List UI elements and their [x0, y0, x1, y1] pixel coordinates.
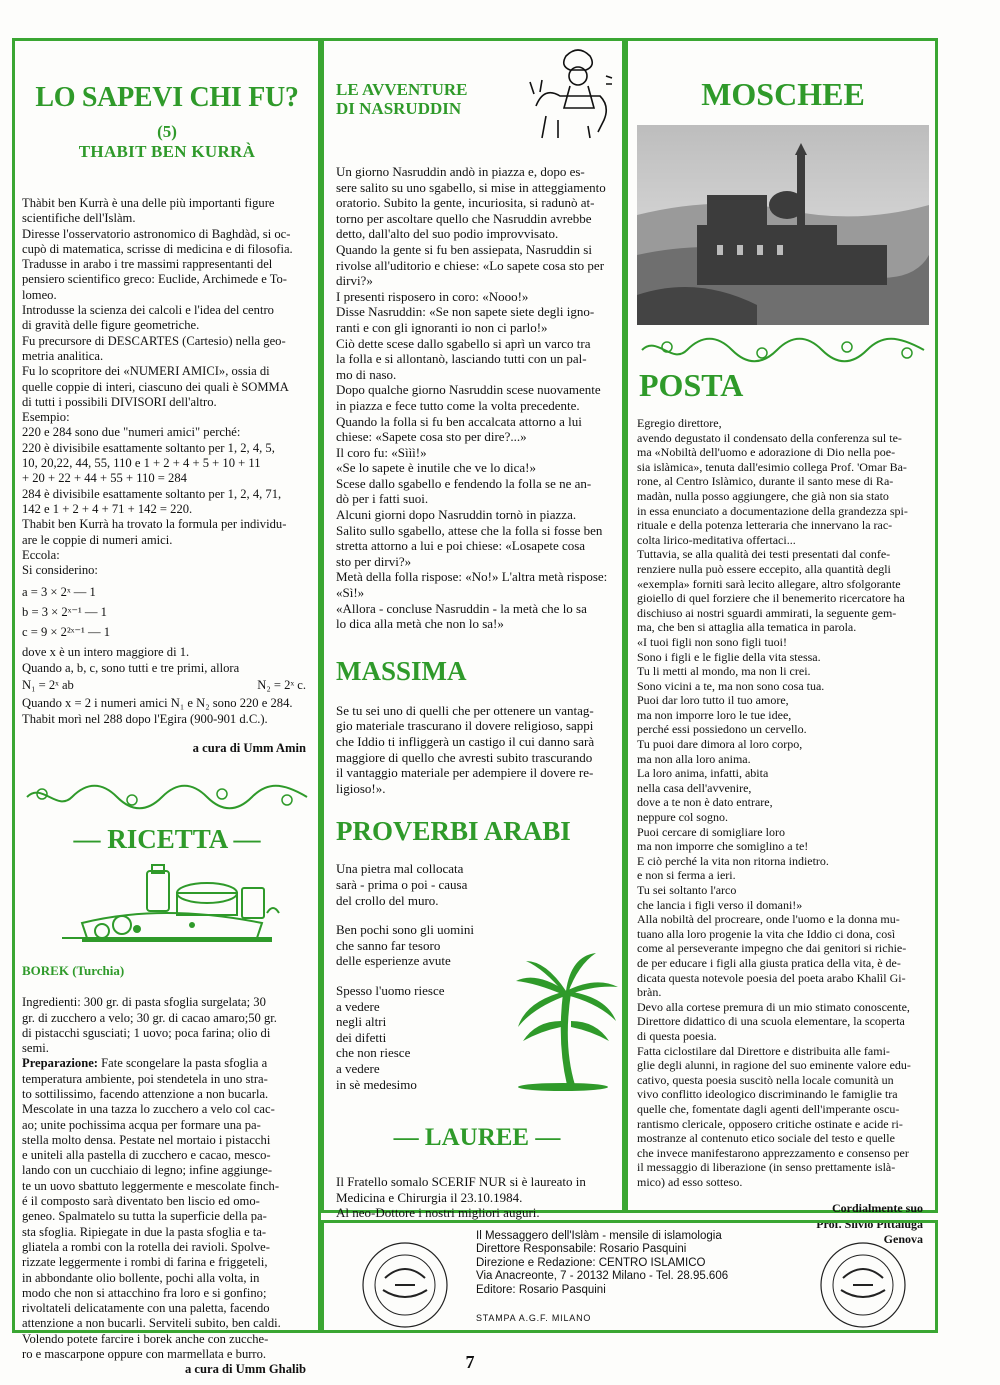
letter-intro: Egregio direttore, avendo degustato il condensato della conferenza sul te- ma «Nobiltà dell'uomo e adorazione di Dio nella poe- sia islàmica», tenuta dall'esimio collega Prof. 'Omar Ba- rone, al Centro Islàmico, durante il santo mese di Ra- madàn, nulla posso aggiungere, che già non sia stato in essa enunciato a documentazione della grandezza spi- rituale e della potenza letteraria che innervano la rac- colta lirico-meditativa offertaci... Tuttavia, se alla qualità dei testi presentati dal confe- renziere nulla può essere eccepito, alla quantità degli «exempla» forniti sarà lecito allegare, altro sfolgorante gioiello di quel forziere che il benemerito ricercatore ha dischiuso ai nostri sguardi ammirati, la seguente gem- ma, che ben si attaglia alla tematica in parola.: [637, 416, 908, 635]
city: Genova: [883, 1232, 923, 1247]
nasruddin-header: [336, 80, 618, 160]
kitchen-illustration-icon: [22, 863, 312, 953]
footer-line-3: Direzione e Redazione: CENTRO ISLAMICO: [476, 1256, 706, 1269]
proverb-3-block: [336, 983, 618, 1092]
formula-c: c = 9 × 2²ˣ⁻¹ — 1: [22, 625, 111, 640]
massima-text: Se tu sei uno di quelli che per ottenere un vantag- gio materiale trascurano il dovere religioso, sappi che Iddio ti infliggerà un castigo il cui danno sarà maggiore di quello che avresti subito trascurando il vantaggio materiale per adempiere il dovere re- ligioso!».: [336, 702, 595, 796]
preparation-label: Preparazione:: [22, 1056, 99, 1071]
n-formulas: [22, 678, 312, 693]
nasruddin-story: Un giorno Nasruddin andò in piazza e, dopo es- sere salito su uno sgabello, si mise in atteggiamento oratorio. Subito la gente, incuriosita, si radunò at- torno per ascoltare quello che Nasruddin avrebbe detto, dall'alto del suo podio improvvisato. Quando la gente si fu ben assiepata, Nasruddin si rivolse all'uditorio e chiese: «Lo sapete cosa sto per dirvi?» I presenti risposero in coro: «Nooo!» Disse Nasruddin: «Se non sapete siete degli igno- ranti e con gli ignoranti io non ci parlo!» Ciò dette scese dallo sgabello si aprì un varco tra la folla e si allontanò, lasciando tutti con un pal- mo di naso. Dopo qualche giorno Nasruddin scese nuovamente in piazza e fece tutto come la volta precedente. Quando la folla si fu ben accalcata attorno a lui chiese: «Sapete cosa sto per dire?...» Il coro fu: «Sììì!» «Se lo sapete è inutile che ve lo dica!» Scese dallo sgabello e fendendo la folla se ne an- dò per i fatti suoi. Alcuni giorni dopo Nasruddin tornò in piazza. Salito sullo sgabello, attese che la folla si fosse ben stretta attorno a lui e poi chiese: «Losapete cosa sto per dirvi?» Metà della folla rispose: «No!» L'altra metà rispose: «Sì!» «Allora - concluse Nasruddin - la metà che lo sa lo dica alla metà che non lo sa!»: [336, 164, 608, 632]
lo-sapevi-title: LO SAPEVI CHI FU?: [35, 82, 299, 113]
footer-stampa: STAMPA A.G.F. MILANO: [476, 1313, 592, 1323]
formula-b: b = 3 × 2ˣ⁻¹ — 1: [22, 605, 107, 620]
formula-n2: N₂ = 2ˣ c.: [257, 678, 306, 693]
lauree-title: — LAUREE —: [393, 1124, 561, 1152]
recipe-name: BOREK (Turchia): [22, 963, 125, 979]
ricetta-title: — RICETTA —: [73, 824, 261, 855]
proverb-3: Spesso l'uomo riesce a vedere negli altri dei difetti che non riesce a vedere in sè medesimo: [336, 982, 445, 1092]
thabit-body-3: Quando x = 2 i numeri amici N₁ e N₂ sono 220 e 284. Thabit morì nel 288 dopo l'Egira (900-901 d.C.).: [22, 696, 293, 726]
footer: [335, 1230, 925, 1325]
recipe-preparation: temperatura ambiente, poi stendetela in uno stra- to sottilissimo, facendo attenzione a non bucarla. Mescolate in una tazza lo zucchero a velo col cac- ao; unite pochissima acqua per formare una pa- stella molto densa. Pestate nel mortaio i pistacchi e uniteli alla pastella di zucchero e cacao, mesco- lando con un cucchiaio di legno; infine aggiunge- te un uovo sbattuto leggermente e mescolate finch- é il composto sarà diventato ben liscio ed omo- geneo. Spalmatelo su tutta la superficie della pa- sta sfoglia. Ripiegate in due la pasta sfoglia e ta- gliatela a rombi con la rotella dei ravioli. Spolve- rizzate leggermente i rombi di farina e friggeteli, in abbondante olio bollente, pochi alla volta, in modo che non si attacchino fra loro e si gonfino; rivoltateli delicatamente con una paletta, facendo attenzione a non bucarli. Serviteli subito, ben caldi. Volendo potete farcire i borek anche con zucche- ro e mascarpone oppure con marmellata e burro.: [22, 1071, 281, 1362]
formula-n1: N₁ = 2ˣ ab: [22, 678, 74, 693]
nasruddin-title-1: LE AVVENTURE: [336, 80, 468, 99]
article-author: a cura di Umm Amin: [192, 740, 306, 755]
column-1: [22, 82, 312, 1378]
closing: Cordialmente suo: [832, 1201, 923, 1216]
palm-tree-icon: [511, 951, 621, 1091]
proverbi-title: PROVERBI ARABI: [336, 816, 571, 847]
preparation-first-line: Fate scongelare la pasta sfoglia a: [98, 1056, 268, 1071]
formula-a: a = 3 × 2ˣ — 1: [22, 585, 96, 600]
seal-right-icon: [813, 1240, 913, 1330]
posta-title: POSTA: [639, 367, 744, 403]
recipe-author: a cura di Umm Ghalib: [184, 1362, 306, 1377]
vine-ornament-icon: [22, 782, 312, 812]
footer-line-1: Il Messaggero dell'Islàm - mensile di islamologia: [476, 1230, 722, 1242]
seal-left-icon: [355, 1240, 455, 1330]
moschee-title: MOSCHEE: [701, 76, 865, 112]
thabit-body-2: dove x è un intero maggiore di 1. Quando a, b, c, sono tutti e tre primi, allora: [22, 645, 240, 675]
proverb-2: Ben pochi sono gli uomini che sanno far tesoro delle esperienze avute: [336, 922, 474, 969]
page-number: 7: [465, 1352, 475, 1372]
article-subtitle: THABIT BEN KURRÀ: [78, 142, 256, 161]
lauree-text: Il Fratello somalo SCERIF NUR si è laureato in Medicina e Chirurgia il 23.10.1984. Al neo-Dottore i nostri migliori auguri.: [336, 1174, 586, 1221]
column-3: [637, 76, 929, 1247]
massima-title: MASSIMA: [336, 655, 467, 686]
column-2: [336, 80, 618, 1221]
proverb-1: Una pietra mal collocata sarà - prima o poi - causa del crollo del muro.: [336, 861, 468, 908]
letter-conclusion: Alla nobiltà del procreare, onde l'uomo e la donna mu- tuano alla loro progenie la vita che Iddio ci dona, così come al perseverante impegno che dai genitori si richie- de per educare i figli alla giusta pratica della vita, è de- dicata questa notevole poesia del poeta arabo Khalìl Gi- bràn. Devo alla cortese premura di un mio stimato conoscente, Direttore didattico di una scuola elementare, la scoperta di questa poesia. Fatta ciclostilare dal Direttore e distribuita alle fami- glie degli alunni, in ragione del suo eminente valore edu- cativo, questa poesia suscitò nella locale comunità un vivo conflitto ideologico discriminando le famiglie tra quelle che, fomentate dagli agenti dell'imperante oscu- rantismo clericale, opposero critiche ostinate e acide ri- mostranze al contenuto etico sociale del testo e quelle che invece manifestarono apprezzamento e consenso per il messaggio di liberazione (in senso prettamente islà- mico) ad esso sotteso.: [637, 912, 911, 1189]
footer-line-5: Editore: Rosario Pasquini: [476, 1283, 606, 1296]
thabit-body: Thàbit ben Kurrà è una delle più importanti figure scientifiche dell'Islàm. Diresse l'osservatorio astronomico di Baghdàd, si oc- cupò di matematica, scrisse di medicina e di filosofia. Tradusse in arabo i tre massimi rappresentanti del pensiero scientifico greco: Euclide, Archimede e To- lomeo. Introdusse la scienza dei calcoli e l'idea del centro di gravità delle figure geometriche. Fu precursore di DESCARTES (Cartesio) nella geo- metria analitica. Fu lo scopritore dei «NUMERI AMICI», ossia di quelle coppie di interi, ciascuno dei quali è SOMMA di tutti i possibili DIVISORI dell'altro. Esempio: 220 e 284 sono due "numeri amici" perché: 220 è divisibile esattamente soltanto per 1, 2, 4, 5, 10, 20,22, 44, 55, 110 e 1 + 2 + 4 + 5 + 10 + 11 + 20 + 22 + 44 + 55 + 110 = 284 284 è divisibile esattamente soltanto per 1, 2, 4, 71, 142 e 1 + 2 + 4 + 71 + 142 = 220. Thabit ben Kurrà ha trovato la formula per individu- are le coppie di numeri amici. Eccola: Si considerino:: [22, 196, 293, 578]
recipe-preparation-first: [22, 1056, 312, 1071]
footer-line-2: Direttore Responsabile: Rosario Pasquini: [476, 1243, 687, 1256]
nasruddin-title-2: DI NASRUDDIN: [336, 99, 462, 118]
gibran-poem: «I tuoi figli non sono figli tuoi! Sono i figli e le figlie della vita stessa. Tu li metti al mondo, ma non li crei. Sono vicini a te, ma non sono cosa tua. Puoi dar loro tutto il tuo amore, ma non imporre loro le tue idee, perché essi possiedono un cervello. Tu puoi dare dimora al loro corpo, ma non alla loro anima. La loro anima, infatti, abita nella casa dell'avvenire, dove a te non è dato entrare, neppure col sogno. Puoi cercare di somigliare loro ma non imporre che somiglino a te! E ciò perché la vita non ritorna indietro. e non si ferma a ieri. Tu sei soltanto l'arco che lancia i figli verso il domani!»: [637, 634, 829, 912]
vine-ornament-2-icon: [637, 335, 929, 365]
footer-line-4: Via Anacreonte, 7 - 20132 Milano - Tel. 28.95.606: [476, 1270, 729, 1283]
nasruddin-donkey-illustration-icon: [526, 46, 616, 141]
footer-text: [476, 1230, 728, 1297]
signature: Prof. Silvio Pittaluga: [816, 1216, 923, 1231]
article-number: (5): [157, 122, 177, 141]
mosque-photo-icon: [637, 125, 929, 325]
recipe-ingredients: Ingredienti: 300 gr. di pasta sfoglia surgelata; 30 gr. di zucchero a velo; 30 gr. di cacao amaro;50 gr. di pistacchi sgusciati; 1 uovo; poca farina; olio di semi.: [22, 995, 277, 1056]
